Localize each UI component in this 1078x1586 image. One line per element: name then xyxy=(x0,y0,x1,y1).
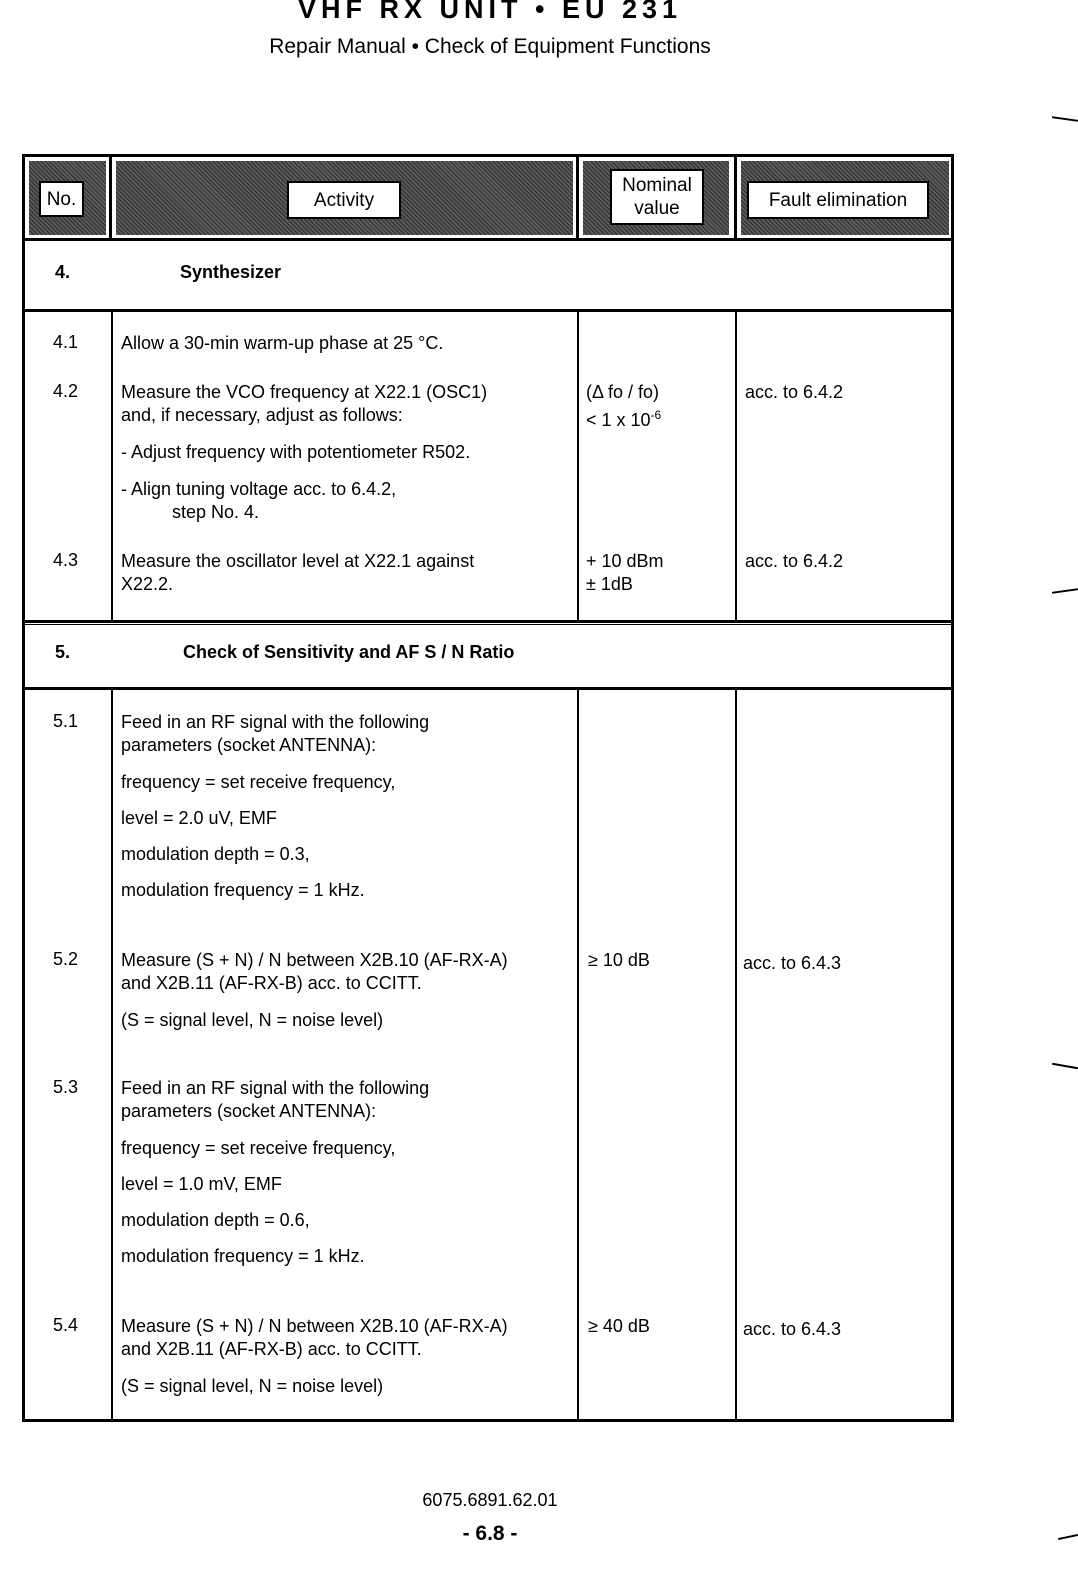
nominal-value-exponent: -6 xyxy=(650,408,662,422)
divider xyxy=(25,238,951,241)
activity-text: level = 1.0 mV, EMF xyxy=(121,1174,282,1194)
activity-text: (S = signal level, N = noise level) xyxy=(121,1376,384,1396)
document-subtitle: Repair Manual • Check of Equipment Functions xyxy=(269,35,711,58)
margin-mark xyxy=(1058,1534,1078,1540)
fault-elimination: acc. to 6.4.2 xyxy=(745,382,844,402)
activity-text: step No. 4. xyxy=(172,502,260,522)
column-header-activity: Activity xyxy=(287,181,401,219)
margin-mark xyxy=(1052,116,1078,122)
activity-text: Measure (S + N) / N between X2B.10 (AF-RX-A) xyxy=(121,1316,508,1336)
column-header-fault: Fault elimination xyxy=(747,181,929,219)
row-number: 5.2 xyxy=(53,949,79,969)
divider xyxy=(576,157,579,239)
activity-text: parameters (socket ANTENNA): xyxy=(121,1101,377,1121)
divider xyxy=(25,309,951,312)
activity-text: Feed in an RF signal with the following xyxy=(121,1078,430,1098)
activity-text: X22.2. xyxy=(121,574,174,594)
divider xyxy=(735,690,737,1422)
activity-text: Allow a 30-min warm-up phase at 25 °C. xyxy=(121,333,444,353)
activity-text: level = 2.0 uV, EMF xyxy=(121,808,277,828)
divider xyxy=(577,312,579,620)
row-number: 4.2 xyxy=(53,381,79,401)
nominal-value: + 10 dBm xyxy=(586,551,664,571)
check-table xyxy=(22,154,954,1422)
activity-text: - Align tuning voltage acc. to 6.4.2, xyxy=(121,479,397,499)
section-number: 5. xyxy=(55,642,71,662)
page-number: - 6.8 - xyxy=(462,1522,518,1545)
divider xyxy=(25,624,951,625)
fault-elimination: acc. to 6.4.3 xyxy=(743,1319,842,1339)
section-title: Check of Sensitivity and AF S / N Ratio xyxy=(183,642,515,662)
activity-text: Measure the VCO frequency at X22.1 (OSC1) xyxy=(121,382,488,402)
divider xyxy=(25,620,951,623)
nominal-value: (Δ fo / fo) xyxy=(586,382,660,402)
margin-mark xyxy=(1052,1063,1078,1069)
nominal-value: ≥ 10 dB xyxy=(588,950,650,970)
activity-text: parameters (socket ANTENNA): xyxy=(121,735,377,755)
divider xyxy=(734,157,737,239)
document-title: VHF RX UNIT • EU 231 xyxy=(297,0,682,24)
divider xyxy=(577,690,579,1422)
activity-text: frequency = set receive frequency, xyxy=(121,772,396,792)
divider xyxy=(111,690,113,1422)
section-title: Synthesizer xyxy=(180,262,282,282)
margin-mark xyxy=(1052,588,1078,594)
fault-elimination: acc. to 6.4.2 xyxy=(745,551,844,571)
activity-text: Measure (S + N) / N between X2B.10 (AF-RX-A) xyxy=(121,950,508,970)
row-number: 5.1 xyxy=(53,711,79,731)
activity-text: modulation frequency = 1 kHz. xyxy=(121,1246,365,1266)
activity-text: (S = signal level, N = noise level) xyxy=(121,1010,384,1030)
row-number: 4.3 xyxy=(53,550,79,570)
nominal-value: ≥ 40 dB xyxy=(588,1316,650,1336)
activity-text: modulation frequency = 1 kHz. xyxy=(121,880,365,900)
nominal-value-base: < 1 x 10 xyxy=(586,410,651,430)
row-number: 5.3 xyxy=(53,1077,79,1097)
row-number: 5.4 xyxy=(53,1315,79,1335)
activity-text: modulation depth = 0.6, xyxy=(121,1210,310,1230)
divider xyxy=(735,312,737,620)
nominal-value xyxy=(586,404,661,432)
activity-text: and, if necessary, adjust as follows: xyxy=(121,405,403,425)
nominal-value: ± 1dB xyxy=(586,574,633,594)
activity-text: - Adjust frequency with potentiometer R502. xyxy=(121,442,471,462)
divider xyxy=(109,157,112,239)
activity-text: Feed in an RF signal with the following xyxy=(121,712,430,732)
row-number: 4.1 xyxy=(53,332,79,352)
activity-text: and X2B.11 (AF-RX-B) acc. to CCITT. xyxy=(121,1339,422,1359)
column-header-nominal: Nominal value xyxy=(610,169,704,225)
divider xyxy=(25,687,951,690)
activity-text: modulation depth = 0.3, xyxy=(121,844,310,864)
activity-text: Measure the oscillator level at X22.1 against xyxy=(121,551,475,571)
column-header-no: No. xyxy=(39,181,84,217)
activity-text: and X2B.11 (AF-RX-B) acc. to CCITT. xyxy=(121,973,422,993)
divider xyxy=(111,312,113,620)
document-number: 6075.6891.62.01 xyxy=(422,1490,558,1510)
fault-elimination: acc. to 6.4.3 xyxy=(743,953,842,973)
section-number: 4. xyxy=(55,262,71,282)
activity-text: frequency = set receive frequency, xyxy=(121,1138,396,1158)
